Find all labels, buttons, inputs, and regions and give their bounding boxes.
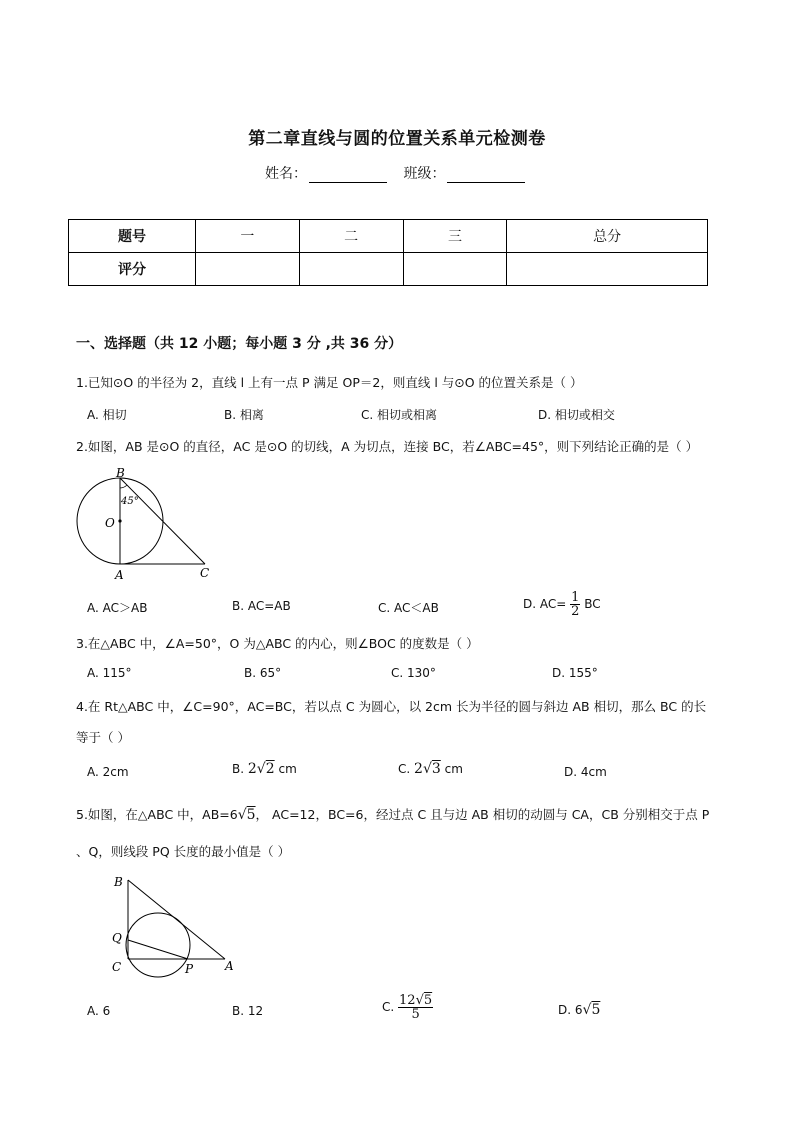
q2-option-d[interactable] bbox=[523, 591, 601, 618]
score-table-score-row bbox=[69, 253, 708, 286]
segment-pq bbox=[128, 940, 188, 959]
score-input-cell[interactable] bbox=[299, 253, 403, 286]
q1-option-b[interactable]: B. 相离 bbox=[224, 408, 264, 422]
q3-option-d[interactable]: D. 155° bbox=[552, 666, 598, 680]
question-1-text: 1.已知⊙O 的半径为 2，直线 l 上有一点 P 满足 OP＝2，则直线 l 与⊙O 的位置关系是（ ） bbox=[76, 375, 583, 390]
section-heading: 一、选择题（共 12 小题；每小题 3 分 ,共 36 分） bbox=[76, 336, 403, 352]
label-o: O bbox=[105, 516, 115, 530]
q2-d-prefix: D. AC= bbox=[523, 597, 567, 611]
score-cell: 二 bbox=[299, 220, 403, 253]
center-point bbox=[118, 519, 121, 522]
label-c: C bbox=[200, 566, 210, 580]
label-a: A bbox=[225, 959, 234, 973]
q5-option-c[interactable] bbox=[382, 994, 433, 1021]
moving-circle bbox=[126, 913, 190, 977]
q1-option-c[interactable]: C. 相切或相离 bbox=[361, 408, 438, 422]
q5-text-b: ， AC=12，BC=6，经过点 C 且与边 AB 相切的动圆与 CA，CB 分别相交于点 P bbox=[255, 807, 710, 822]
q4-c-prefix: C. bbox=[398, 762, 411, 776]
frac-den: 5 bbox=[411, 1007, 420, 1022]
label-b: B bbox=[116, 466, 125, 480]
frac-num: 12√5 bbox=[399, 993, 433, 1008]
q5-option-a[interactable]: A. 6 bbox=[87, 1004, 111, 1018]
unit: cm bbox=[278, 762, 297, 776]
q1-option-d[interactable]: D. 相切或相交 bbox=[538, 408, 615, 422]
segment-bc bbox=[120, 478, 205, 564]
radicand: 5 bbox=[246, 807, 256, 823]
q5-option-d[interactable] bbox=[558, 1002, 600, 1018]
question-3-text: 3.在△ABC 中，∠A=50°，O 为△ABC 的内心，则∠BOC 的度数是（ ） bbox=[76, 636, 479, 651]
q3-option-b[interactable]: B. 65° bbox=[244, 666, 282, 680]
q5-figure bbox=[105, 870, 250, 980]
q5-c-prefix: C. bbox=[382, 1000, 395, 1014]
angle-arc bbox=[120, 485, 127, 488]
class-label: 班级： bbox=[403, 166, 446, 182]
score-input-cell[interactable] bbox=[507, 253, 708, 286]
q2-d-suffix: BC bbox=[584, 597, 601, 611]
score-cell: 一 bbox=[196, 220, 300, 253]
name-label: 姓名： bbox=[265, 166, 307, 182]
q4-option-c[interactable] bbox=[398, 761, 463, 777]
score-table-header-row bbox=[69, 220, 708, 253]
question-5-line1 bbox=[76, 805, 709, 823]
q5-d-prefix: D. 6 bbox=[558, 1003, 583, 1017]
score-input-cell[interactable] bbox=[196, 253, 300, 286]
radicand: 3 bbox=[431, 761, 441, 777]
label-b: B bbox=[114, 875, 123, 889]
sqrt-expr: √5 bbox=[582, 1002, 601, 1018]
label-a: A bbox=[115, 568, 124, 582]
score-cell: 三 bbox=[403, 220, 507, 253]
score-cell: 评分 bbox=[69, 253, 196, 286]
q5-text-a: 5.如图，在△ABC 中，AB=6 bbox=[76, 807, 238, 822]
question-5-line2: 、Q，则线段 PQ 长度的最小值是（ ） bbox=[76, 844, 291, 859]
page-title: 第二章直线与圆的位置关系单元检测卷 bbox=[248, 129, 546, 149]
frac-num: 1 bbox=[571, 590, 580, 605]
q5-option-b[interactable]: B. 12 bbox=[232, 1004, 264, 1018]
score-input-cell[interactable] bbox=[403, 253, 507, 286]
unit: cm bbox=[444, 762, 463, 776]
label-45: 45° bbox=[121, 496, 139, 507]
label-p: P bbox=[185, 962, 194, 976]
fraction-12sqrt5-over-5 bbox=[398, 994, 433, 1021]
q2-option-c[interactable]: C. AC＜AB bbox=[378, 601, 439, 615]
q4-b-prefix: B. bbox=[232, 762, 245, 776]
question-2-text: 2.如图，AB 是⊙O 的直径，AC 是⊙O 的切线，A 为切点，连接 BC，若∠ABC=45°，则下列结论正确的是（ ） bbox=[76, 439, 699, 454]
frac-den: 2 bbox=[571, 604, 580, 619]
radicand: 5 bbox=[423, 993, 433, 1008]
radicand: 2 bbox=[265, 761, 275, 777]
coef: 2 bbox=[414, 761, 423, 777]
student-info bbox=[265, 163, 537, 183]
score-cell: 总分 bbox=[507, 220, 708, 253]
radicand: 5 bbox=[591, 1002, 601, 1018]
q4-option-b[interactable] bbox=[232, 761, 297, 777]
name-blank[interactable] bbox=[309, 168, 387, 183]
q3-option-c[interactable]: C. 130° bbox=[391, 666, 436, 680]
fraction-one-half bbox=[570, 591, 580, 618]
class-blank[interactable] bbox=[447, 168, 525, 183]
score-cell: 题号 bbox=[69, 220, 196, 253]
q2-figure bbox=[70, 460, 220, 585]
question-4-line2: 等于（ ） bbox=[76, 730, 130, 745]
label-q: Q bbox=[112, 931, 122, 945]
sqrt-expr: √5 bbox=[237, 807, 256, 823]
score-table bbox=[68, 219, 708, 286]
q1-option-a[interactable]: A. 相切 bbox=[87, 408, 127, 422]
coef: 2 bbox=[247, 761, 257, 777]
q3-option-a[interactable]: A. 115° bbox=[87, 666, 132, 680]
q2-option-a[interactable]: A. AC＞AB bbox=[87, 601, 148, 615]
label-c: C bbox=[112, 960, 122, 974]
q4-option-d[interactable]: D. 4cm bbox=[564, 765, 607, 779]
sqrt-expr: 2√3 bbox=[414, 761, 441, 777]
sqrt-expr: 2√2 bbox=[247, 761, 275, 777]
coef: 12 bbox=[399, 993, 416, 1008]
q2-option-b[interactable]: B. AC=AB bbox=[232, 599, 291, 613]
q4-option-a[interactable]: A. 2cm bbox=[87, 765, 129, 779]
question-4-line1: 4.在 Rt△ABC 中，∠C=90°，AC=BC，若以点 C 为圆心，以 2cm 长为半径的圆与斜边 AB 相切，那么 BC 的长 bbox=[76, 699, 707, 714]
